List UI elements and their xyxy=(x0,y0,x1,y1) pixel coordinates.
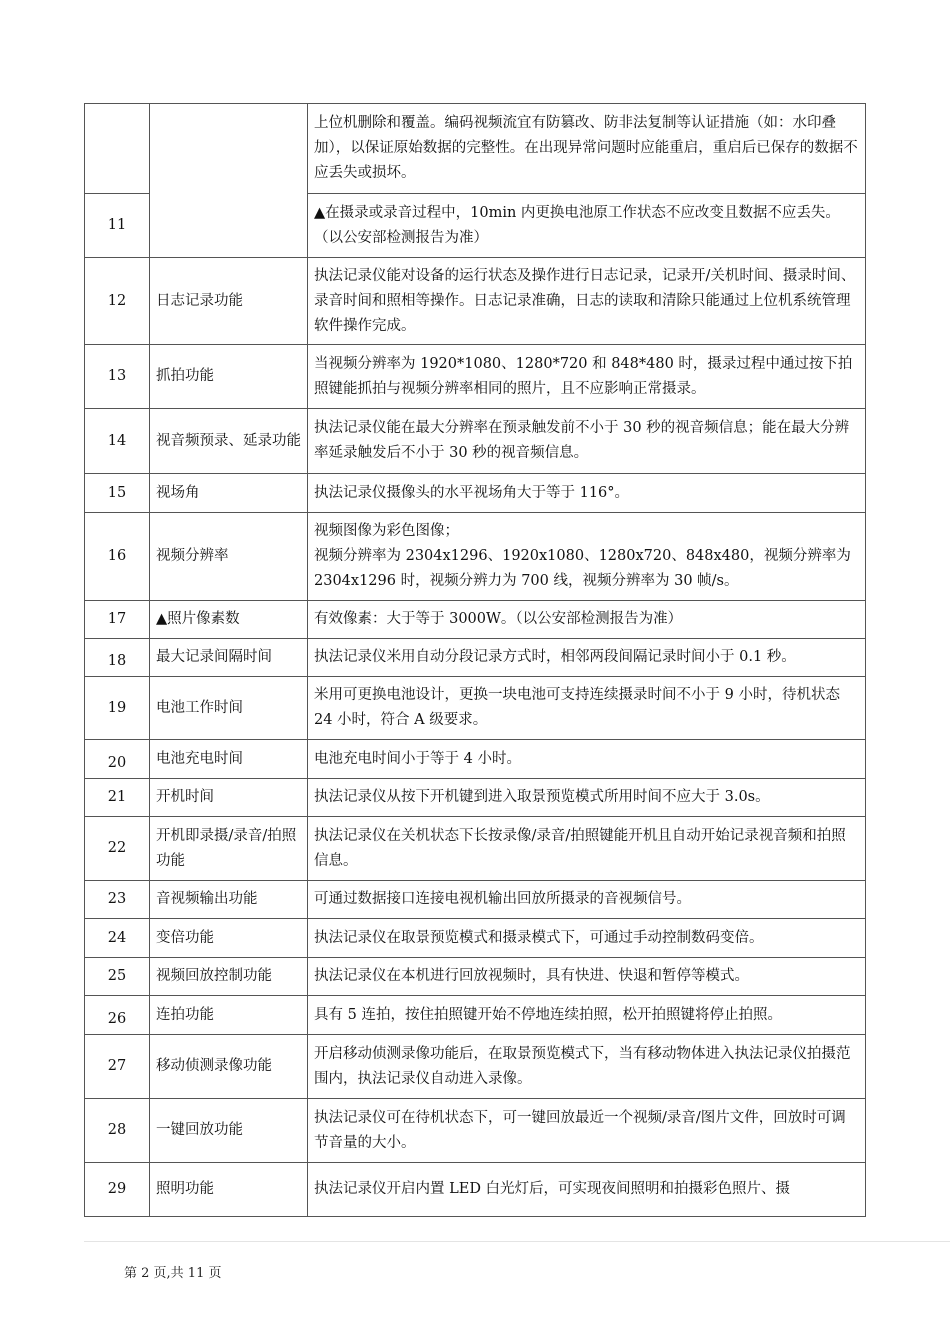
row-name: 照明功能 xyxy=(150,1163,308,1217)
row-name: 视场角 xyxy=(150,474,308,513)
row-name: 抓拍功能 xyxy=(150,345,308,409)
row-number: 24 xyxy=(85,919,150,958)
table-row xyxy=(85,258,866,345)
row-name: 变倍功能 xyxy=(150,919,308,958)
row-name: 视频分辨率 xyxy=(150,513,308,601)
table-row xyxy=(85,919,866,958)
row-description: 视频图像为彩色图像； 视频分辨率为 2304x1296、1920x1080、1280x720、848x480，视频分辨率为 2304x1296 时，视频分辨力为 700 线，视频分辨率为 30 帧/s。 xyxy=(308,513,866,601)
row-description: 执法记录仪在本机进行回放视频时，具有快进、快退和暂停等模式。 xyxy=(308,958,866,996)
row-description: 具有 5 连拍，按住拍照键开始不停地连续拍照，松开拍照键将停止拍照。 xyxy=(308,996,866,1035)
row-number: 21 xyxy=(85,779,150,817)
row-number: 15 xyxy=(85,474,150,513)
row-description: 开启移动侦测录像功能后，在取景预览模式下，当有移动物体进入执法记录仪拍摄范围内，执法记录仪自动进入录像。 xyxy=(308,1035,866,1099)
row-name: 电池工作时间 xyxy=(150,677,308,740)
row-name: ▲照片像素数 xyxy=(150,601,308,639)
table-row xyxy=(85,779,866,817)
row-number: 13 xyxy=(85,345,150,409)
row-name: 最大记录间隔时间 xyxy=(150,639,308,677)
row-number: 28 xyxy=(85,1099,150,1163)
spec-table xyxy=(84,103,866,1217)
table-row xyxy=(85,513,866,601)
table-row xyxy=(85,601,866,639)
table-row xyxy=(85,881,866,919)
table-row xyxy=(85,409,866,474)
row-name: 移动侦测录像功能 xyxy=(150,1035,308,1099)
row-name: 视音频预录、延录功能 xyxy=(150,409,308,474)
table-row xyxy=(85,677,866,740)
row-number: 19 xyxy=(85,677,150,740)
row-description: 执法记录仪能在最大分辨率在预录触发前不小于 30 秒的视音频信息；能在最大分辨率延录触发后不小于 30 秒的视音频信息。 xyxy=(308,409,866,474)
row-description: 执法记录仪从按下开机键到进入取景预览模式所用时间不应大于 3.0s。 xyxy=(308,779,866,817)
row-name: 连拍功能 xyxy=(150,996,308,1035)
row-description: 有效像素：大于等于 3000W。（以公安部检测报告为准） xyxy=(308,601,866,639)
table-row xyxy=(85,1163,866,1217)
row-description: 可通过数据接口连接电视机输出回放所摄录的音视频信号。 xyxy=(308,881,866,919)
table-row xyxy=(85,1099,866,1163)
row-name: 日志记录功能 xyxy=(150,258,308,345)
row-description: 执法记录仪在关机状态下长按录像/录音/拍照键能开机且自动开始记录视音频和拍照信息。 xyxy=(308,817,866,881)
row-name: 电池充电时间 xyxy=(150,740,308,779)
row-number: 23 xyxy=(85,881,150,919)
row-description: 米用可更换电池设计，更换一块电池可支持连续摄录时间不小于 9 小时，待机状态 24 小时，符合 A 级要求。 xyxy=(308,677,866,740)
table-row xyxy=(85,740,866,779)
row-description: 执法记录仪米用自动分段记录方式时，相邻两段间隔记录时间小于 0.1 秒。 xyxy=(308,639,866,677)
table-row xyxy=(85,1035,866,1099)
row-number: 12 xyxy=(85,258,150,345)
row-name: 开机时间 xyxy=(150,779,308,817)
row-number: 17 xyxy=(85,601,150,639)
row-description: 执法记录仪在取景预览模式和摄录模式下，可通过手动控制数码变倍。 xyxy=(308,919,866,958)
row-description: 当视频分辨率为 1920*1080、1280*720 和 848*480 时，摄录过程中通过按下拍照键能抓拍与视频分辨率相同的照片，且不应影响正常摄录。 xyxy=(308,345,866,409)
row-number: 22 xyxy=(85,817,150,881)
row-number: 25 xyxy=(85,958,150,996)
row-description: 执法记录仪摄像头的水平视场角大于等于 116°。 xyxy=(308,474,866,513)
row-name: 开机即录摄/录音/拍照功能 xyxy=(150,817,308,881)
row-description: ▲在摄录或录音过程中，10min 内更换电池原工作状态不应改变且数据不应丢失。（以公安部检测报告为准） xyxy=(308,194,866,258)
row-description: 上位机删除和覆盖。编码视频流宜有防篡改、防非法复制等认证措施（如：水印叠加），以保证原始数据的完整性。在出现异常问题时应能重启，重启后已保存的数据不应丢失或损坏。 xyxy=(308,104,866,194)
row-number: 27 xyxy=(85,1035,150,1099)
row-name xyxy=(150,104,308,258)
row-description: 执法记录仪能对设备的运行状态及操作进行日志记录，记录开/关机时间、摄录时间、录音时间和照相等操作。日志记录准确，日志的读取和清除只能通过上位机系统管理软件操作完成。 xyxy=(308,258,866,345)
row-name: 音视频输出功能 xyxy=(150,881,308,919)
table-row xyxy=(85,474,866,513)
table-row xyxy=(85,817,866,881)
page-footer: 第 2 页,共 11 页 xyxy=(124,1266,222,1281)
table-row xyxy=(85,958,866,996)
row-number: 16 xyxy=(85,513,150,601)
row-number: 26 xyxy=(85,996,150,1035)
row-number: 20 xyxy=(85,740,150,779)
footer-divider xyxy=(84,1241,950,1242)
row-description: 电池充电时间小于等于 4 小时。 xyxy=(308,740,866,779)
row-number: 18 xyxy=(85,639,150,677)
row-name: 一键回放功能 xyxy=(150,1099,308,1163)
row-description: 执法记录仪开启内置 LED 白光灯后，可实现夜间照明和拍摄彩色照片、摄 xyxy=(308,1163,866,1217)
table-row xyxy=(85,639,866,677)
row-number: 14 xyxy=(85,409,150,474)
table-row xyxy=(85,996,866,1035)
row-name: 视频回放控制功能 xyxy=(150,958,308,996)
table-row xyxy=(85,104,866,194)
row-number: 29 xyxy=(85,1163,150,1217)
row-number: 11 xyxy=(85,194,150,258)
row-number xyxy=(85,104,150,194)
row-description: 执法记录仪可在待机状态下，可一键回放最近一个视频/录音/图片文件，回放时可调节音量的大小。 xyxy=(308,1099,866,1163)
table-row xyxy=(85,345,866,409)
